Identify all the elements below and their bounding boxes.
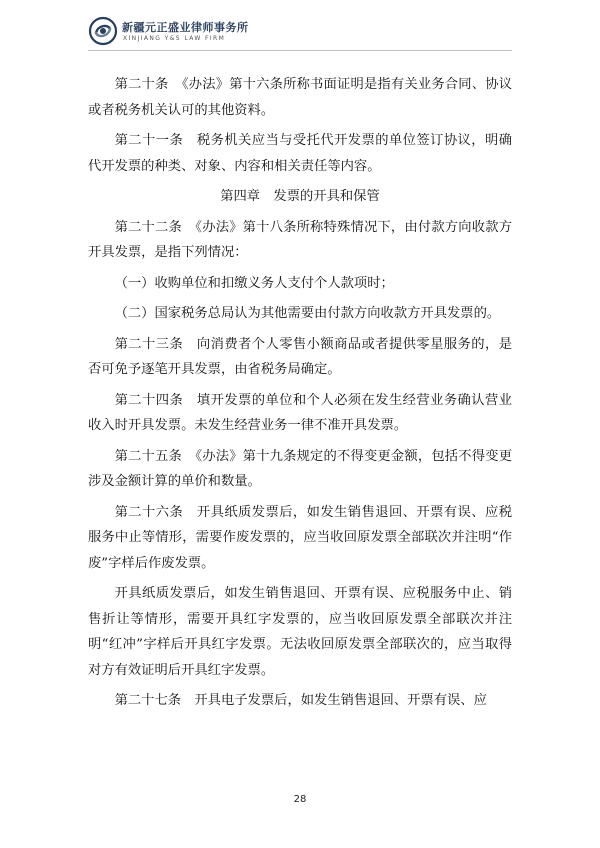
firm-logo-icon bbox=[88, 16, 118, 46]
chapter-heading: 第四章 发票的开具和保管 bbox=[220, 189, 380, 204]
page-number: 28 bbox=[293, 794, 307, 805]
article-23: 第二十三条 向消费者个人零售小额商品或者提供零星服务的，是否可免予逐笔开具发票，由省税务局确定。 bbox=[88, 336, 512, 377]
firm-name-en: XINJIANG Y&S LAW FIRM bbox=[123, 35, 226, 42]
header-divider bbox=[88, 50, 512, 51]
article-24: 第二十四条 填开发票的单位和个人必须在发生经营业务确认营业收入时开具发票。未发生经营业务一律不准开具发票。 bbox=[88, 392, 512, 433]
article-21: 第二十一条 税务机关应当与受托代开发票的单位签订协议，明确代开发票的种类、对象、内容和相关责任等内容。 bbox=[88, 133, 512, 174]
document-body bbox=[88, 72, 512, 719]
article-25: 第二十五条 《办法》第十九条规定的不得变更金额，包括不得变更涉及金额计算的单价和数量。 bbox=[88, 448, 512, 489]
article-22-item-2: （二）国家税务总局认为其他需要由付款方向收款方开具发票的。 bbox=[114, 306, 501, 321]
article-20: 第二十条 《办法》第十六条所称书面证明是指有关业务合同、协议或者税务机关认可的其他资料。 bbox=[88, 77, 512, 118]
article-26-para-2: 开具纸质发票后，如发生销售退回、开票有误、应税服务中止、销售折让等情形，需要开具红字发票的，应当收回原发票全部联次并注明“红冲”字样后开具红字发票。无法收回原发票全部联次的，应当取得对方有效证明后开具红字发票。 bbox=[88, 586, 512, 678]
letterhead bbox=[88, 16, 512, 52]
article-22: 第二十二条 《办法》第十八条所称特殊情况下，由付款方向收款方开具发票，是指下列情况： bbox=[88, 219, 512, 260]
article-26: 第二十六条 开具纸质发票后，如发生销售退回、开票有误、应税服务中止等情形，需要作废发票的，应当收回原发票全部联次并注明“作废”字样后作废发票。 bbox=[88, 504, 512, 571]
article-27: 第二十七条 开具电子发票后，如发生销售退回、开票有误、应 bbox=[114, 693, 487, 708]
firm-name-cn: 新疆元正盛业律师事务所 bbox=[122, 21, 249, 34]
article-22-item-1: （一）收购单位和扣缴义务人支付个人款项时； bbox=[114, 275, 394, 291]
